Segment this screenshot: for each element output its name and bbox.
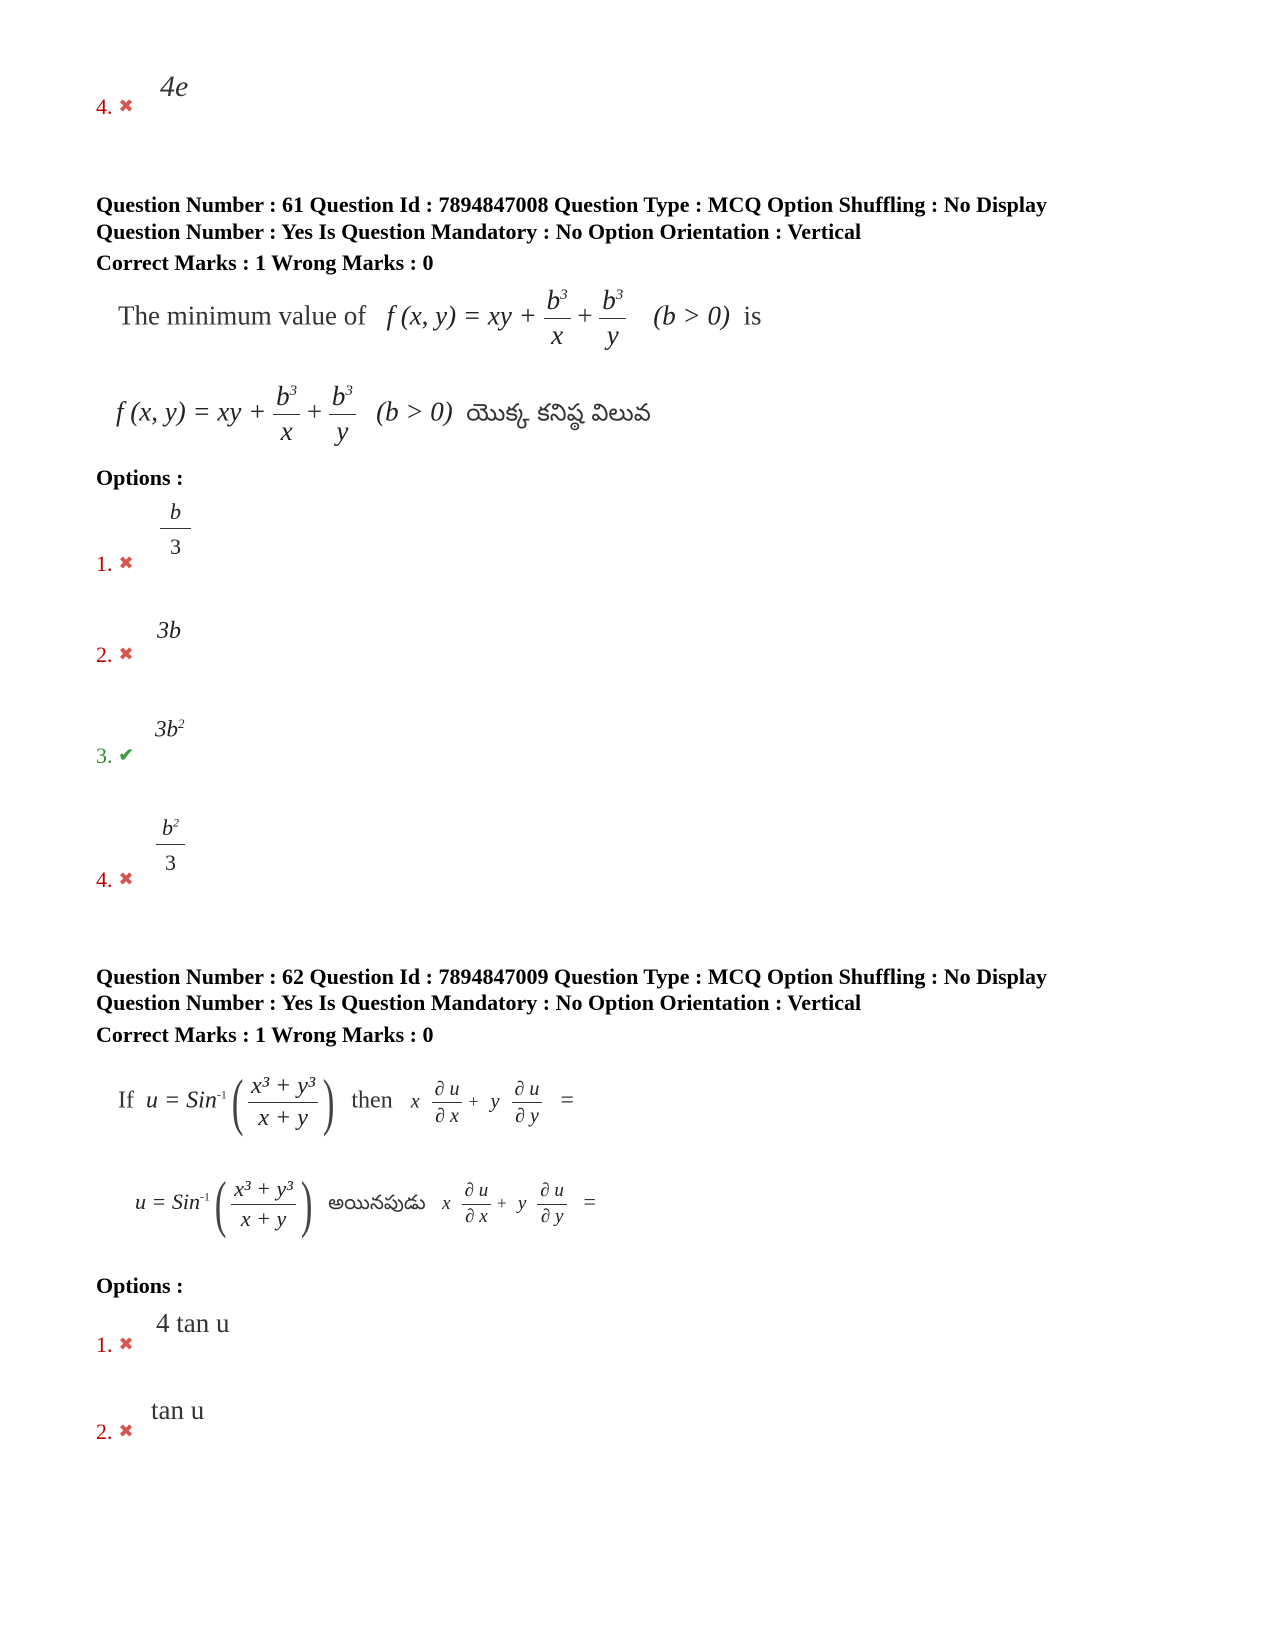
wrong-cross-icon: ✖ bbox=[118, 644, 134, 664]
q61-option-4-value: $\frac{b^2}{3}$ bbox=[156, 816, 185, 875]
q61-option-3-value: $3b^2$ bbox=[155, 716, 185, 742]
q61-option-2-number: 2. ✖ bbox=[96, 642, 134, 667]
q61-marks: Correct Marks : 1 Wrong Marks : 0 bbox=[96, 250, 434, 275]
q62-meta-line-1: Question Number : 62 Question Id : 7894847009 Question Type : MCQ Option Shuffling : No Display bbox=[96, 964, 1048, 989]
q61-options-label: Options : bbox=[96, 465, 184, 490]
q61-option-4-number: 4. ✖ bbox=[96, 867, 134, 892]
q62-options-label: Options : bbox=[96, 1273, 184, 1298]
q61-option-3-number: 3. ✔ bbox=[96, 743, 134, 768]
option-4-number: 4. ✖ bbox=[96, 94, 134, 119]
wrong-cross-icon: ✖ bbox=[118, 1334, 134, 1354]
wrong-cross-icon: ✖ bbox=[118, 1421, 134, 1441]
wrong-cross-icon: ✖ bbox=[118, 96, 134, 116]
wrong-cross-icon: ✖ bbox=[118, 553, 134, 573]
q61-telugu-question: f (x, y) = xy + $\frac{b^3}{x}$ + $\frac{b^3}{y}$ (b > 0) యొక్క కనిష్ఠ విలువ bbox=[116, 381, 651, 446]
wrong-cross-icon: ✖ bbox=[118, 869, 134, 889]
q62-option-1-number: 1. ✖ bbox=[96, 1332, 134, 1357]
q62-english-question: If u = Sin$^{-1}$( $\frac{\text{x³ + y³}}{x + y}$ ) then x $\frac{\partial u}{\partial x}$ + y $\frac{\partial u}{\partial y}$ = bbox=[118, 1066, 574, 1137]
q61-meta-line-2: Question Number : Yes Is Question Mandatory : No Option Orientation : Vertical bbox=[96, 219, 862, 244]
q62-marks: Correct Marks : 1 Wrong Marks : 0 bbox=[96, 1022, 434, 1047]
q62-option-2-number: 2. ✖ bbox=[96, 1419, 134, 1444]
correct-check-icon: ✔ bbox=[118, 745, 134, 765]
q62-option-2-value: tan u bbox=[151, 1395, 205, 1425]
q62-option-1-value: 4 tan u bbox=[156, 1308, 230, 1338]
q61-meta-line-1: Question Number : 61 Question Id : 7894847008 Question Type : MCQ Option Shuffling : No Display bbox=[96, 192, 1048, 217]
q62-meta-line-2: Question Number : Yes Is Question Mandatory : No Option Orientation : Vertical bbox=[96, 990, 862, 1015]
q61-english-question: The minimum value of f (x, y) = xy + $\frac{b^3}{x}$ + $\frac{b^3}{y}$ (b > 0) is bbox=[118, 285, 762, 350]
option-4-value: 4e bbox=[160, 70, 189, 103]
q61-option-1-number: 1. ✖ bbox=[96, 551, 134, 576]
q62-telugu-question: u = Sin$^{-1}$( $\frac{\text{x³ + y³}}{x + y}$ ) అయినపుడు x $\frac{\partial u}{\partial x}$ + y $\frac{\partial u}{\partial y}$ = bbox=[135, 1168, 596, 1239]
q61-option-2-value: 3b bbox=[157, 618, 181, 644]
q61-option-1-value: $\frac{b}{3}$ bbox=[160, 500, 191, 559]
